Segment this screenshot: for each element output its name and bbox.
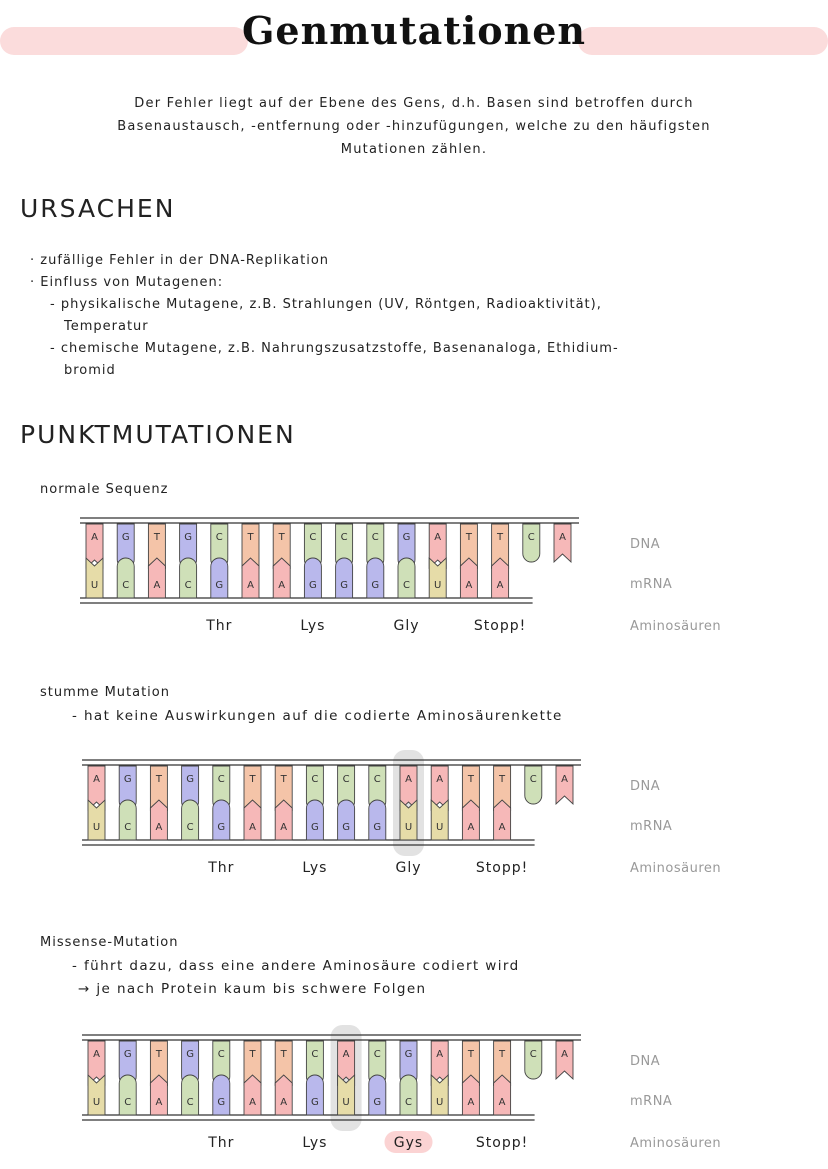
dna-base-letter: T (155, 1049, 162, 1060)
amino-acid-label: Gly (393, 618, 420, 634)
mrna-base-shape (398, 558, 415, 598)
mrna-base (150, 800, 167, 840)
dna-base-letter: C (215, 532, 223, 543)
mrna-base-letter: C (405, 1097, 412, 1108)
mrna-base-letter: U (90, 580, 99, 591)
mrna-base-shape (244, 800, 261, 840)
amino-acid-label: Gly (395, 860, 422, 876)
mrna-base (429, 558, 446, 598)
mrna-base-letter: C (124, 822, 132, 833)
dna-base (554, 524, 571, 562)
mrna-base-letter: U (404, 822, 413, 833)
mrna-base-shape (88, 1075, 105, 1115)
dna-base-letter: T (280, 1049, 287, 1060)
mrna-base-letter: G (311, 822, 319, 833)
mrna-base (492, 558, 509, 598)
dna-base-letter: A (405, 774, 412, 785)
mrna-base-letter: C (124, 1097, 132, 1108)
causes-item: bromid (64, 363, 116, 378)
dna-base-letter: T (153, 532, 160, 543)
mrna-base-letter: A (467, 1097, 475, 1108)
mrna-base (242, 558, 259, 598)
dna-base-shape (556, 1041, 573, 1079)
legend-aa: Aminosäuren (630, 619, 722, 634)
mrna-base (460, 558, 477, 598)
causes-item: · zufällige Fehler in der DNA-Replikation (30, 253, 330, 268)
amino-acid-label: Lys (302, 860, 328, 876)
mrna-base (244, 800, 261, 840)
dna-base-letter: C (371, 532, 379, 543)
mrna-base (338, 800, 355, 840)
mrna-base-letter: C (122, 580, 130, 591)
mrna-base-letter: A (280, 1097, 288, 1108)
mrna-base-shape (182, 1075, 199, 1115)
mrna-base (119, 1075, 136, 1115)
dna-base-letter: A (93, 774, 100, 785)
dna-base-shape (525, 766, 542, 804)
mrna-base (182, 800, 199, 840)
mrna-base-letter: A (153, 580, 161, 591)
dna-base-letter: G (186, 774, 194, 785)
intro-line: Mutationen zählen. (340, 142, 488, 157)
dna-base-shape (556, 766, 573, 804)
mrna-base-letter: A (278, 580, 286, 591)
mrna-base-letter: G (373, 822, 382, 833)
page-title: Genmutationen (241, 8, 587, 53)
amino-acid-label: Thr (206, 618, 233, 634)
mrna-base (400, 1075, 417, 1115)
mrna-base-letter: A (498, 1097, 506, 1108)
mrna-base-letter: A (498, 822, 506, 833)
legend-mrna: mRNA (630, 819, 673, 834)
causes-heading: URSACHEN (20, 194, 176, 223)
mrna-base-shape (88, 800, 105, 840)
dna-base-letter: T (467, 1049, 474, 1060)
dna-base-letter: C (373, 1049, 381, 1060)
dna-base-letter: T (467, 774, 474, 785)
dna-base-letter: A (434, 532, 442, 543)
mrna-base-shape (213, 1075, 230, 1115)
mrna-base-shape (338, 800, 355, 840)
intro-line: Basenaustausch, -entfernung oder -hinzufügungen, welche zu den häufigsten (117, 119, 711, 134)
legend-aa: Aminosäuren (630, 1136, 722, 1151)
mrna-base-shape (304, 558, 321, 598)
dna-base-letter: G (121, 532, 130, 543)
diagram-label-normal: normale Sequenz (40, 482, 169, 497)
amino-acid-label: Stopp! (475, 1135, 529, 1151)
mrna-base-shape (400, 1075, 417, 1115)
mrna-base-shape (494, 800, 511, 840)
dna-base-letter: T (249, 1049, 256, 1060)
dna-base-letter: C (309, 532, 317, 543)
mrna-base (88, 1075, 105, 1115)
mrna-base-letter: C (186, 822, 194, 833)
mrna-base (304, 558, 321, 598)
mrna-base-shape (367, 558, 384, 598)
point-mutations-heading: PUNKTMUTATIONEN (20, 420, 296, 449)
dna-base-letter: G (123, 1049, 132, 1060)
mrna-base (462, 800, 479, 840)
mrna-base (462, 1075, 479, 1115)
dna-base-letter: T (499, 1049, 506, 1060)
mrna-base (367, 558, 384, 598)
mrna-base-shape (460, 558, 477, 598)
mrna-base (86, 558, 103, 598)
dna-base-letter: T (247, 532, 254, 543)
dna-base-letter: C (529, 1049, 537, 1060)
legend-mrna: mRNA (630, 1094, 673, 1109)
mrna-base-shape (369, 1075, 386, 1115)
mrna-base-shape (306, 1075, 323, 1115)
mrna-base (119, 800, 136, 840)
dna-base-letter: T (497, 532, 504, 543)
mrna-base (150, 1075, 167, 1115)
legend-mrna: mRNA (630, 577, 673, 592)
mrna-base-shape (211, 558, 228, 598)
mrna-base (211, 558, 228, 598)
dna-base-letter: G (186, 1049, 194, 1060)
sequence-diagram-silent (0, 750, 828, 890)
dna-base-letter: A (436, 1049, 444, 1060)
mrna-base-shape (429, 558, 446, 598)
dna-base (525, 766, 542, 804)
mrna-base-letter: A (247, 580, 254, 591)
dna-base-letter: T (465, 532, 472, 543)
mrna-base-shape (462, 800, 479, 840)
mrna-base-shape (117, 558, 134, 598)
diagram-desc: - führt dazu, dass eine andere Aminosäure codiert wird (72, 958, 520, 974)
diagram-desc: - hat keine Auswirkungen auf die codierte Aminosäurenkette (72, 708, 563, 724)
mrna-base (117, 558, 134, 598)
mrna-base (431, 800, 448, 840)
mrna-base-letter: G (309, 580, 317, 591)
mrna-base (398, 558, 415, 598)
mrna-base-letter: G (371, 580, 380, 591)
dna-base-letter: T (249, 774, 256, 785)
diagram-desc: → je nach Protein kaum bis schwere Folgen (78, 981, 427, 997)
dna-base-letter: A (436, 774, 444, 785)
mrna-base (148, 558, 165, 598)
mrna-base-letter: U (92, 822, 101, 833)
mrna-base-shape (86, 558, 103, 598)
mrna-base (431, 1075, 448, 1115)
mrna-base-letter: G (311, 1097, 319, 1108)
dna-base (556, 1041, 573, 1079)
mrna-base-shape (369, 800, 386, 840)
dna-base-letter: G (404, 1049, 413, 1060)
mrna-base-shape (119, 1075, 136, 1115)
mrna-base-shape (431, 800, 448, 840)
causes-item: - chemische Mutagene, z.B. Nahrungszusatzstoffe, Basenanaloga, Ethidium- (50, 341, 619, 356)
intro-line: Der Fehler liegt auf der Ebene des Gens, d.h. Basen sind betroffen durch (134, 96, 694, 111)
mrna-base-letter: A (249, 1097, 256, 1108)
legend-dna: DNA (630, 1054, 661, 1069)
dna-base-letter: A (561, 774, 568, 785)
mrna-base (182, 1075, 199, 1115)
mrna-base-letter: C (186, 1097, 194, 1108)
dna-base-letter: C (311, 774, 319, 785)
mrna-base-letter: A (467, 822, 475, 833)
mrna-base-shape (244, 1075, 261, 1115)
dna-base-letter: C (529, 774, 537, 785)
dna-base-shape (523, 524, 540, 562)
mrna-base-letter: A (280, 822, 288, 833)
dna-base (525, 1041, 542, 1079)
mrna-base-letter: U (436, 822, 444, 833)
mrna-base (88, 800, 105, 840)
amino-acid-label: Gys (393, 1135, 424, 1151)
dna-base-letter: G (184, 532, 192, 543)
dna-base (523, 524, 540, 562)
causes-list (30, 250, 619, 382)
mrna-base (494, 1075, 511, 1115)
mrna-base-letter: C (403, 580, 410, 591)
mrna-base-shape (494, 1075, 511, 1115)
diagram-label-silent: stumme Mutation (40, 685, 170, 700)
mrna-base-letter: G (342, 822, 350, 833)
mrna-base-letter: G (215, 580, 224, 591)
mrna-base-shape (180, 558, 197, 598)
dna-base-letter: C (217, 774, 225, 785)
dna-base-letter: A (93, 1049, 100, 1060)
mrna-base-shape (182, 800, 199, 840)
dna-base-letter: C (217, 1049, 225, 1060)
intro-paragraph (28, 92, 800, 161)
mrna-base-letter: A (249, 822, 256, 833)
mrna-base (336, 558, 353, 598)
dna-base-letter: T (155, 774, 162, 785)
mrna-base-letter: U (434, 580, 442, 591)
mrna-base-shape (431, 1075, 448, 1115)
diagram-label-missense: Missense-Mutation (40, 935, 179, 950)
mrna-base-shape (492, 558, 509, 598)
dna-base-letter: C (527, 532, 535, 543)
legend-dna: DNA (630, 537, 661, 552)
mrna-base (244, 1075, 261, 1115)
amino-acid-label: Stopp! (473, 618, 527, 634)
mrna-base (369, 1075, 386, 1115)
mrna-base-letter: C (184, 580, 192, 591)
mrna-base (180, 558, 197, 598)
mrna-base-shape (213, 800, 230, 840)
dna-base-letter: T (499, 774, 506, 785)
dna-base-letter: A (559, 532, 566, 543)
amino-acid-label: Lys (300, 618, 326, 634)
causes-item: · Einfluss von Mutagenen: (30, 275, 224, 290)
mrna-base-letter: A (496, 580, 504, 591)
sequence-diagram-normal (0, 508, 828, 643)
mrna-base-letter: U (92, 1097, 101, 1108)
legend-aa: Aminosäuren (630, 861, 722, 876)
causes-item: - physikalische Mutagene, z.B. Strahlungen (UV, Röntgen, Radioaktivität), (50, 297, 602, 312)
mrna-base-letter: G (217, 1097, 226, 1108)
mrna-base (369, 800, 386, 840)
mrna-base (494, 800, 511, 840)
dna-base (556, 766, 573, 804)
dna-base-letter: A (91, 532, 98, 543)
mrna-base-shape (275, 800, 292, 840)
mrna-base-letter: U (436, 1097, 444, 1108)
mrna-base-shape (273, 558, 290, 598)
mrna-base-shape (150, 800, 167, 840)
amino-acid-label: Thr (208, 1135, 235, 1151)
mrna-base (213, 800, 230, 840)
mrna-base-shape (119, 800, 136, 840)
mrna-base-shape (242, 558, 259, 598)
mrna-base (273, 558, 290, 598)
mrna-base-letter: G (217, 822, 226, 833)
dna-base-letter: A (342, 1049, 350, 1060)
dna-base-letter: C (373, 774, 381, 785)
dna-base-letter: T (278, 532, 285, 543)
mrna-base-shape (275, 1075, 292, 1115)
mrna-base (275, 800, 292, 840)
mrna-base-letter: A (465, 580, 473, 591)
mrna-base (213, 1075, 230, 1115)
sequence-diagram-missense (0, 1025, 828, 1169)
dna-base-letter: G (123, 774, 132, 785)
mrna-base-shape (150, 1075, 167, 1115)
mrna-base-letter: U (342, 1097, 350, 1108)
mrna-base (306, 1075, 323, 1115)
dna-base-letter: C (340, 532, 348, 543)
mrna-base-letter: A (155, 1097, 163, 1108)
dna-base-letter: G (402, 532, 411, 543)
mrna-base (275, 1075, 292, 1115)
mrna-base-shape (336, 558, 353, 598)
mrna-base-letter: G (373, 1097, 382, 1108)
dna-base-letter: C (311, 1049, 319, 1060)
dna-base-shape (525, 1041, 542, 1079)
amino-acid-label: Stopp! (475, 860, 529, 876)
causes-item: Temperatur (64, 319, 149, 334)
mrna-base-shape (148, 558, 165, 598)
legend-dna: DNA (630, 779, 661, 794)
mrna-base-letter: A (155, 822, 163, 833)
mrna-base-shape (306, 800, 323, 840)
dna-base-letter: A (561, 1049, 568, 1060)
dna-base-letter: C (342, 774, 350, 785)
amino-acid-label: Thr (208, 860, 235, 876)
dna-base-shape (554, 524, 571, 562)
mrna-base-shape (462, 1075, 479, 1115)
amino-acid-label: Lys (302, 1135, 328, 1151)
dna-base-letter: T (280, 774, 287, 785)
mrna-base-letter: G (340, 580, 348, 591)
mrna-base (306, 800, 323, 840)
